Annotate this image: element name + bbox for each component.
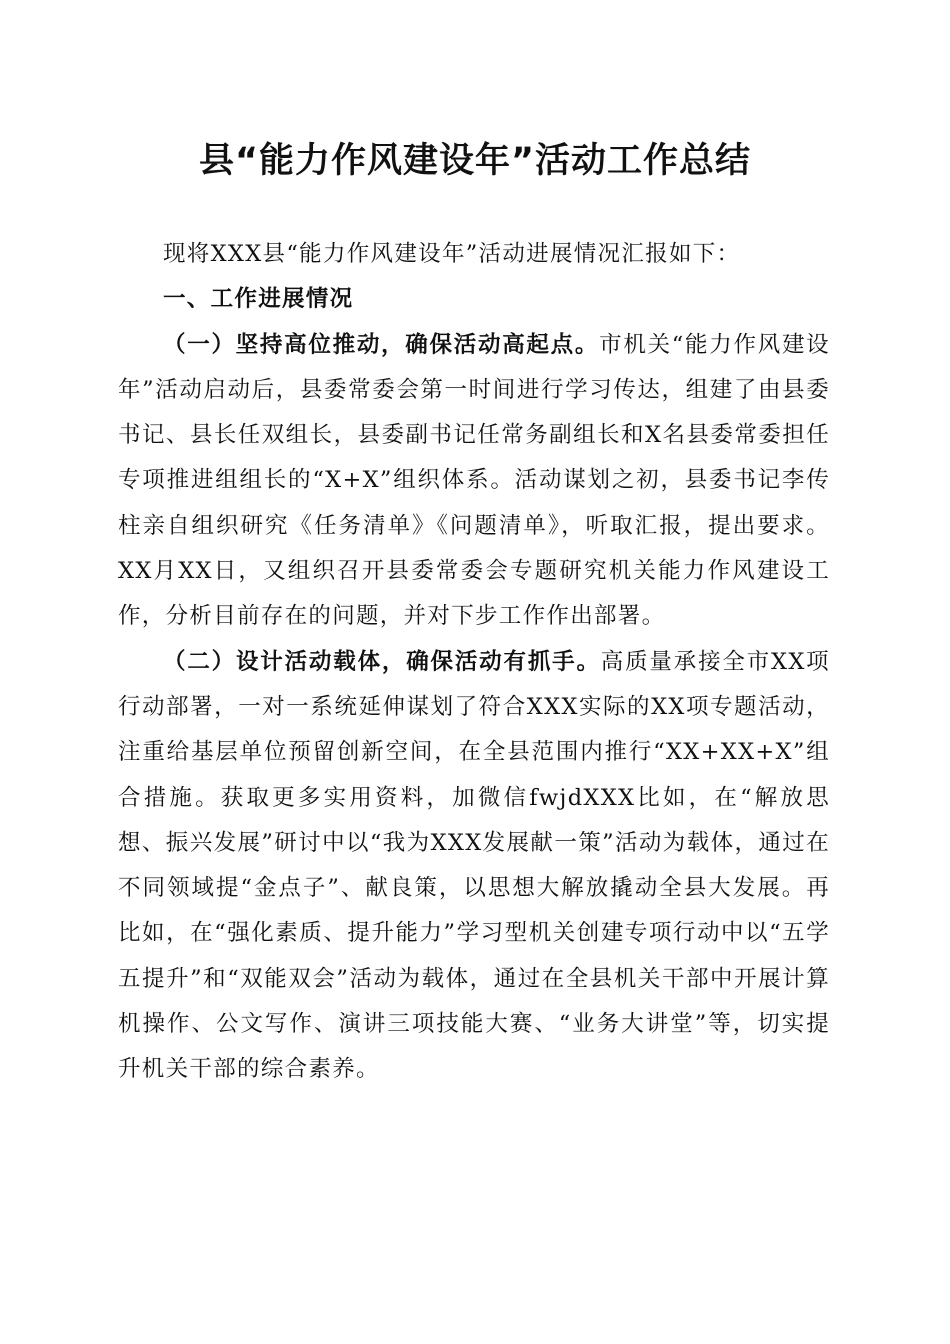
paragraph-1 bbox=[118, 323, 830, 640]
section-heading: 一、工作进展情况 bbox=[163, 286, 354, 313]
document-body bbox=[118, 232, 830, 1093]
document-title: 县“能力作风建设年”活动工作总结 bbox=[198, 141, 751, 181]
intro-paragraph: 现将XXX县“能力作风建设年”活动进展情况汇报如下： bbox=[163, 241, 741, 267]
paragraph-2 bbox=[118, 640, 830, 1093]
paragraph-1-lead: （一）坚持高位推动，确保活动高起点。 bbox=[163, 331, 600, 358]
paragraph-1-body: 市机关“能力作风建设年”活动启动后，县委常委会第一时间进行学习传达，组建了由县委书记、县长任双组长，县委副书记任常务副组长和X名县委常委担任专项推进组组长的“X+X”组织体系。活动谋划之初，县委书记李传柱亲自组织研究《任务清单》《问题清单》，听取汇报，提出要求。XX月XX日，又组织召开县委常委会专题研究机关能力作风建设工作，分析目前存在的问题，并对下步工作作出部署。 bbox=[118, 331, 830, 630]
paragraph-2-lead: （二）设计活动载体，确保活动有抓手。 bbox=[163, 648, 601, 675]
paragraph-2-body: 高质量承接全市XX项行动部署，一对一系统延伸谋划了符合XXX实际的XX项专题活动，注重给基层单位预留创新空间，在全县范围内推行“XX+XX+X”组合措施。获取更多实用资料，加微信fwjdXXX比如，在“解放思想、振兴发展”研讨中以“我为XXX发展献一策”活动为载体，通过在不同领域提“金点子”、献良策，以思想大解放撬动全县大发展。再比如，在“强化素质、提升能力”学习型机关创建专项行动中以“五学五提升”和“双能双会”活动为载体，通过在全县机关干部中开展计算机操作、公文写作、演讲三项技能大赛、“业务大讲堂”等，切实提升机关干部的综合素养。 bbox=[118, 648, 830, 1083]
